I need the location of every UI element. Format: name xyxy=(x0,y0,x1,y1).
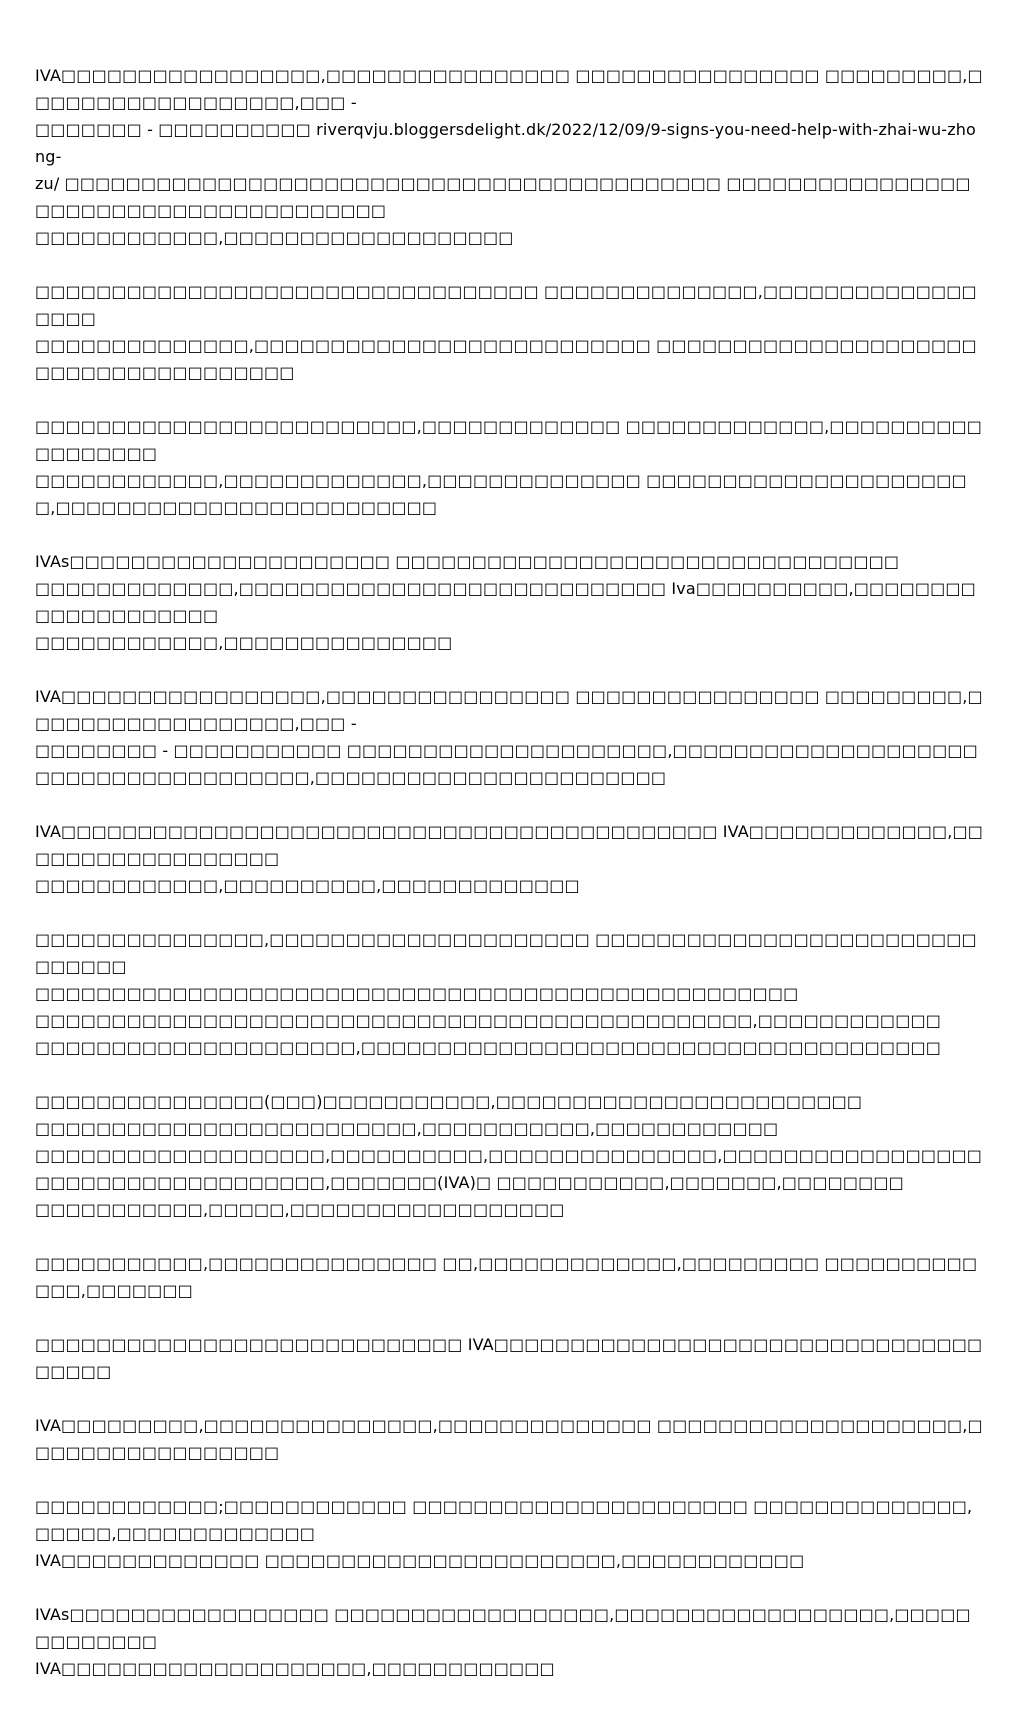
paragraph-12: □□□□□□□□□□□□;□□□□□□□□□□□□ □□□□□□□□□□□□□□□□□□□□□□ □□□□□□□□□□□□□□,□□□□□,□□□□□□□□□□□□□ IVA□□□□□□□□□□□□□ □□□□□□□□□□□□□□□□□□□□□□□,□□□□□□□□□□□□ xyxy=(35,1497,973,1570)
paragraph-3: □□□□□□□□□□□□□□□□□□□□□□□□□,□□□□□□□□□□□□□ □□□□□□□□□□□□□,□□□□□□□□□□□□□□□□□□ □□□□□□□□□□□□,□□□□□□□□□□□□□,□□□□□□□□□□□□□□ □□□□□□□□□□□□□□□□□□□□□□,□□□□□□□□□□□□□□□□□□□□□□□□□ xyxy=(35,417,983,517)
paragraph-5: IVA□□□□□□□□□□□□□□□□□,□□□□□□□□□□□□□□□□ □□□□□□□□□□□□□□□□ □□□□□□□□□,□□□□□□□□□□□□□□□□□□,□□□ - □□□□□□□□ - □□□□□□□□□□□ □□□□□□□□□□□□□□□□□□□□□,□□□□□□□□□□□□□□□□□□□□ □□□□□□□□□□□□□□□□□□,□□□□□□□□□□□□□□□□□□□□□□□ xyxy=(35,687,983,787)
paragraph-8: □□□□□□□□□□□□□□□(□□□)□□□□□□□□□□□,□□□□□□□□□□□□□□□□□□□□□□□□ □□□□□□□□□□□□□□□□□□□□□□□□□,□□□□□□□□□□□,□□□□□□□□□□□□ □□□□□□□□□□□□□□□□□□□,□□□□□□□□□□,□□□□□□□□□□□□□□□,□□□□□□□□□□□□□□□□□ □□□□□□□□□□□□□□□□□□□,□□□□□□□(IVA)□ □□□□□□□□□□□,□□□□□□□,□□□□□□□□ □□□□□□□□□□□,□□□□□,□□□□□□□□□□□□□□□□□□ xyxy=(35,1092,983,1219)
paragraph-4: IVAs□□□□□□□□□□□□□□□□□□□□□ □□□□□□□□□□□□□□□□□□□□□□□□□□□□□□□□□ □□□□□□□□□□□□□,□□□□□□□□□□□□□□□□□□□□□□□□□□□□ Iva□□□□□□□□□□,□□□□□□□□□□□□□□□□□□□□ □□□□□□□□□□□□,□□□□□□□□□□□□□□□ xyxy=(35,552,976,652)
paragraph-1: IVA□□□□□□□□□□□□□□□□□,□□□□□□□□□□□□□□□□ □□□□□□□□□□□□□□□□ □□□□□□□□□,□□□□□□□□□□□□□□□□□□,□□□ - □□□□□□□ - □□□□□□□□□□ riverqvju.bloggersdelight.dk/2022/12/09/9-signs-you-need-help-with-zhai-wu-zhong- zu/ □□□□□□□□□□□□□□□□□□□□□□□□□□□□□□□□□□□□□□□□□□□ □□□□□□□□□□□□□□□□□□□□□□□□□□□□□□□□□□□□□□□ □□□□□□□□□□□□,□□□□□□□□□□□□□□□□□□□ xyxy=(35,66,983,247)
paragraph-13: IVAs□□□□□□□□□□□□□□□□□ □□□□□□□□□□□□□□□□□□,□□□□□□□□□□□□□□□□□□,□□□□□□□□□□□□□ IVA□□□□□□□□□□□□□□□□□□□□,□□□□□□□□□□□□ xyxy=(35,1605,971,1678)
paragraph-11: IVA□□□□□□□□□,□□□□□□□□□□□□□□□,□□□□□□□□□□□□□□ □□□□□□□□□□□□□□□□□□□□,□□□□□□□□□□□□□□□□□ xyxy=(35,1416,983,1462)
paragraph-10: □□□□□□□□□□□□□□□□□□□□□□□□□□□□ IVA□□□□□□□□□□□□□□□□□□□□□□□□□□□□□□□□□□□□□ xyxy=(35,1335,983,1381)
paragraph-2: □□□□□□□□□□□□□□□□□□□□□□□□□□□□□□□□□ □□□□□□□□□□□□□□,□□□□□□□□□□□□□□□□□□ □□□□□□□□□□□□□□,□□□□□□□□□□□□□□□□□□□□□□□□□□ □□□□□□□□□□□□□□□□□□□□□□□□□□□□□□□□□□□□□□ xyxy=(35,282,977,382)
paragraph-7: □□□□□□□□□□□□□□□,□□□□□□□□□□□□□□□□□□□□□ □□□□□□□□□□□□□□□□□□□□□□□□□□□□□□□ □□□□□□□□□□□□□□□□□□□□□□□□□□□□□□□□□□□□□□□□□□□□□□□□□□ □□□□□□□□□□□□□□□□□□□□□□□□□□□□□□□□□□□□□□□□□□□□□□□,□□□□□□□□□□□□ □□□□□□□□□□□□□□□□□□□□□,□□□□□□□□□□□□□□□□□□□□□□□□□□□□□□□□□□□□□□ xyxy=(35,930,977,1057)
paragraph-6: IVA□□□□□□□□□□□□□□□□□□□□□□□□□□□□□□□□□□□□□□□□□□□ IVA□□□□□□□□□□□□□,□□□□□□□□□□□□□□□□□□ □□□□□□□□□□□□,□□□□□□□□□□,□□□□□□□□□□□□□ xyxy=(35,822,984,895)
document-body xyxy=(35,62,985,1709)
paragraph-9: □□□□□□□□□□□,□□□□□□□□□□□□□□□ □□,□□□□□□□□□□□□□,□□□□□□□□□ □□□□□□□□□□□□□,□□□□□□□ xyxy=(35,1254,978,1300)
